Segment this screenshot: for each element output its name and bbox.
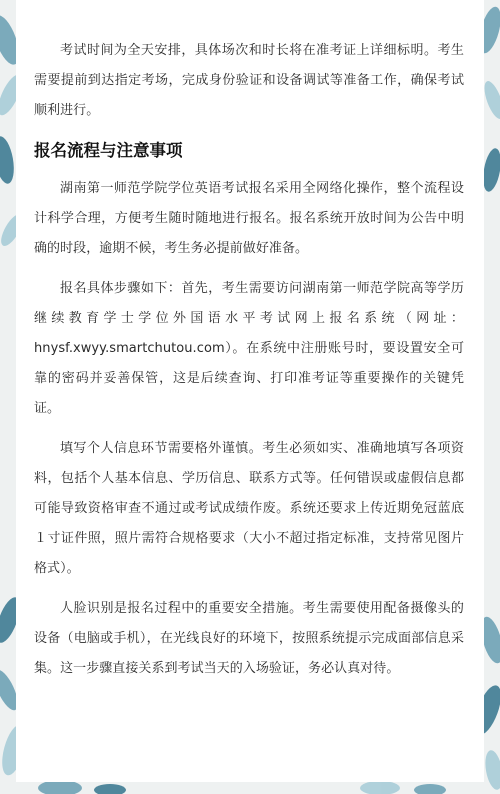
- section-heading-registration: 报名流程与注意事项: [34, 141, 183, 160]
- paragraph-exam-time: 考试时间为全天安排，具体场次和时长将在准考证上详细标明。考生需要提前到达指定考场，完成身份验证和设备调试等准备工作，确保考试顺利进行。: [34, 43, 464, 118]
- paragraph-personal-info: 填写个人信息环节需要格外谨慎。考生必须如实、准确地填写各项资料，包括个人基本信息、学历信息、联系方式等。任何错误或虚假信息都可能导致资格审查不通过或考试成绩作废。系统还要求上传近期免冠蓝底１寸证件照，照片需符合规格要求（大小不超过指定标准，支持常见图片格式）。: [34, 441, 464, 576]
- paragraph-registration-steps: 报名具体步骤如下：首先，考生需要访问湖南第一师范学院高等学历继续教育学士学位外国语水平考试网上报名系统（网址：hnysf.xwyy.smartchutou.com）。在系统中注册账号时，要设置安全可靠的密码并妥善保管，这是后续查询、打印准考证等重要操作的关键凭证。: [34, 281, 464, 416]
- paragraph-face-recognition: 人脸识别是报名过程中的重要安全措施。考生需要使用配备摄像头的设备（电脑或手机），在光线良好的环境下，按照系统提示完成面部信息采集。这一步骤直接关系到考试当天的入场验证，务必认真对待。: [34, 601, 464, 676]
- document-body: [34, 36, 464, 694]
- paragraph-online-registration: 湖南第一师范学院学位英语考试报名采用全网络化操作，整个流程设计科学合理，方便考生随时随地进行报名。报名系统开放时间为公告中明确的时段，逾期不候，考生务必提前做好准备。: [34, 181, 464, 256]
